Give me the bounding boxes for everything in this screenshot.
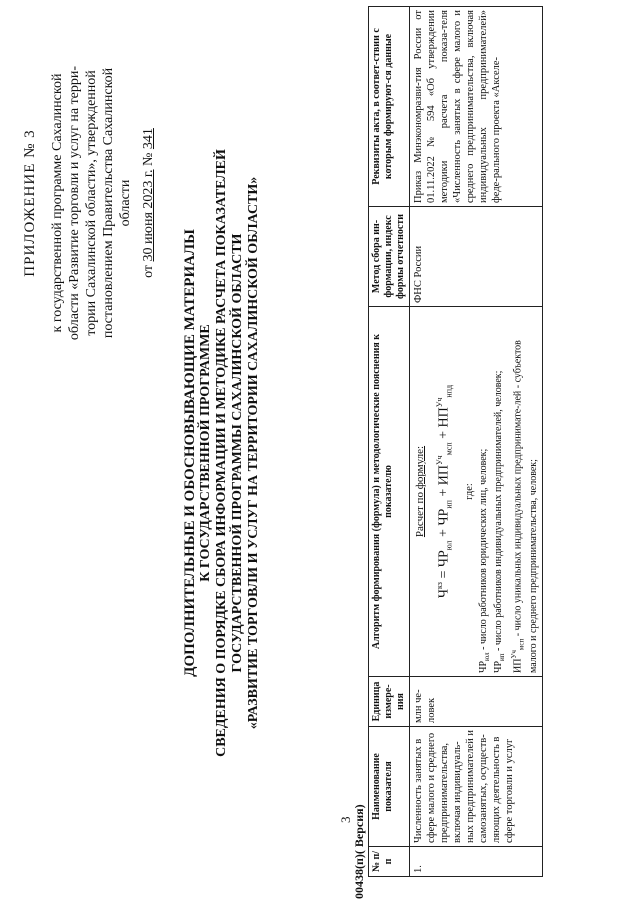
num-prefix: № [141, 149, 156, 170]
date-value: 30 июня 2023 г. [141, 169, 156, 262]
appendix-line: постановлением Правительства Сахалинской [101, 67, 116, 339]
cell-method: ФНС России [410, 207, 543, 307]
header-unit: Единица измере-ния [369, 677, 410, 727]
page-number: 3 [338, 816, 353, 823]
header-num: № п/п [369, 847, 410, 877]
formula: $Ч^{кз} = ЧР_{юл} + ЧР_{ип} + ИП^{Уч}_{мсп} + НП^{Уч}_{нпд}$ [435, 384, 454, 599]
cell-num: 1. [410, 847, 543, 877]
appendix-line: области [118, 179, 133, 227]
footer-code: 00438(п)( Версия) [352, 804, 366, 899]
cell-algorithm [410, 307, 543, 677]
num-value: 341 [141, 128, 156, 150]
cell-unit: млн че-ловек [410, 677, 543, 727]
heading-line: СВЕДЕНИЯ О ПОРЯДКЕ СБОРА ИНФОРМАЦИИ И МЕТОДИКЕ РАСЧЕТА ПОКАЗАТЕЛЕЙ [214, 149, 229, 757]
cell-name: Численность занятых в сфере малого и среднего предпринимательства, включая индивидуаль-ных предпринимателей и самозанятых, осуществ-ляющих деятельность в сфере торговли и услуг [410, 727, 543, 847]
appendix-title: ПРИЛОЖЕНИЕ № 3 [22, 129, 38, 277]
definition-text: - число работников юридических лиц, человек; [478, 448, 490, 650]
appendix-block [22, 53, 157, 353]
heading-line: ГОСУДАРСТВЕННОЙ ПРОГРАММЫ САХАЛИНСКОЙ ОБЛАСТИ [230, 233, 245, 673]
formula-title: Расчет по формуле: [414, 445, 426, 538]
header-requisites: Реквизиты акта, в соответ-ствии с которым формируют-ся данные [369, 7, 410, 207]
header-algorithm: Алгоритм формирования (формула) и методологические пояснения к показателю [369, 307, 410, 677]
definition-item: $ЧР_{юл}$ - число работников юридических лиц, человек; [478, 448, 492, 673]
table-header-row [369, 7, 410, 877]
definition-item: $ЧР_{ип}$ - число работников индивидуальных предпринимателей, человек; [493, 370, 507, 673]
appendix-line: области «Развитие торговли и услуг на терри- [67, 65, 82, 341]
table-row [410, 7, 543, 877]
definition-item: $ИП^{Уч}_{мсп}$ - число уникальных индивидуальных предпринимате-лей - субъектов малого и среднего предпринимательства, человек; [510, 340, 539, 673]
heading-line: «РАЗВИТИЕ ТОРГОВЛИ И УСЛУГ НА ТЕРРИТОРИИ САХАЛИНСКОЙ ОБЛАСТИ» [246, 176, 261, 730]
definition-text: - число уникальных индивидуальных предпринимате-лей - субъектов малого и среднего предпринимательства, человек; [512, 340, 539, 673]
definition-text: - число работников индивидуальных предпринимателей, человек; [493, 370, 505, 651]
heading-line: ДОПОЛНИТЕЛЬНЫЕ И ОБОСНОВЫВАЮЩИЕ МАТЕРИАЛЫ [182, 229, 198, 677]
cell-requisites: Приказ Минэкономразви-тия России от 01.11.2022 № 594 «Об утверждении методики расчета показа-теля «Численность занятых в сфере малого и среднего предпринимательства, включая индивидуальных предпринимателей» феде-рального проекта «Акселе- [410, 7, 543, 207]
header-method: Метод сбора ин-формации, индекс формы отчетности [369, 207, 410, 307]
where-label: где: [464, 483, 476, 500]
appendix-line: к государственной программе Сахалинской [50, 73, 65, 333]
document-heading [182, 133, 262, 773]
heading-line: К ГОСУДАРСТВЕННОЙ ПРОГРАММЕ [198, 324, 213, 582]
date-prefix: от [141, 261, 156, 278]
header-name: Наименование показателя [369, 727, 410, 847]
indicators-table [368, 6, 543, 877]
appendix-date-line [140, 53, 157, 353]
appendix-line: тории Сахалинской области», утвержденной [84, 70, 99, 336]
